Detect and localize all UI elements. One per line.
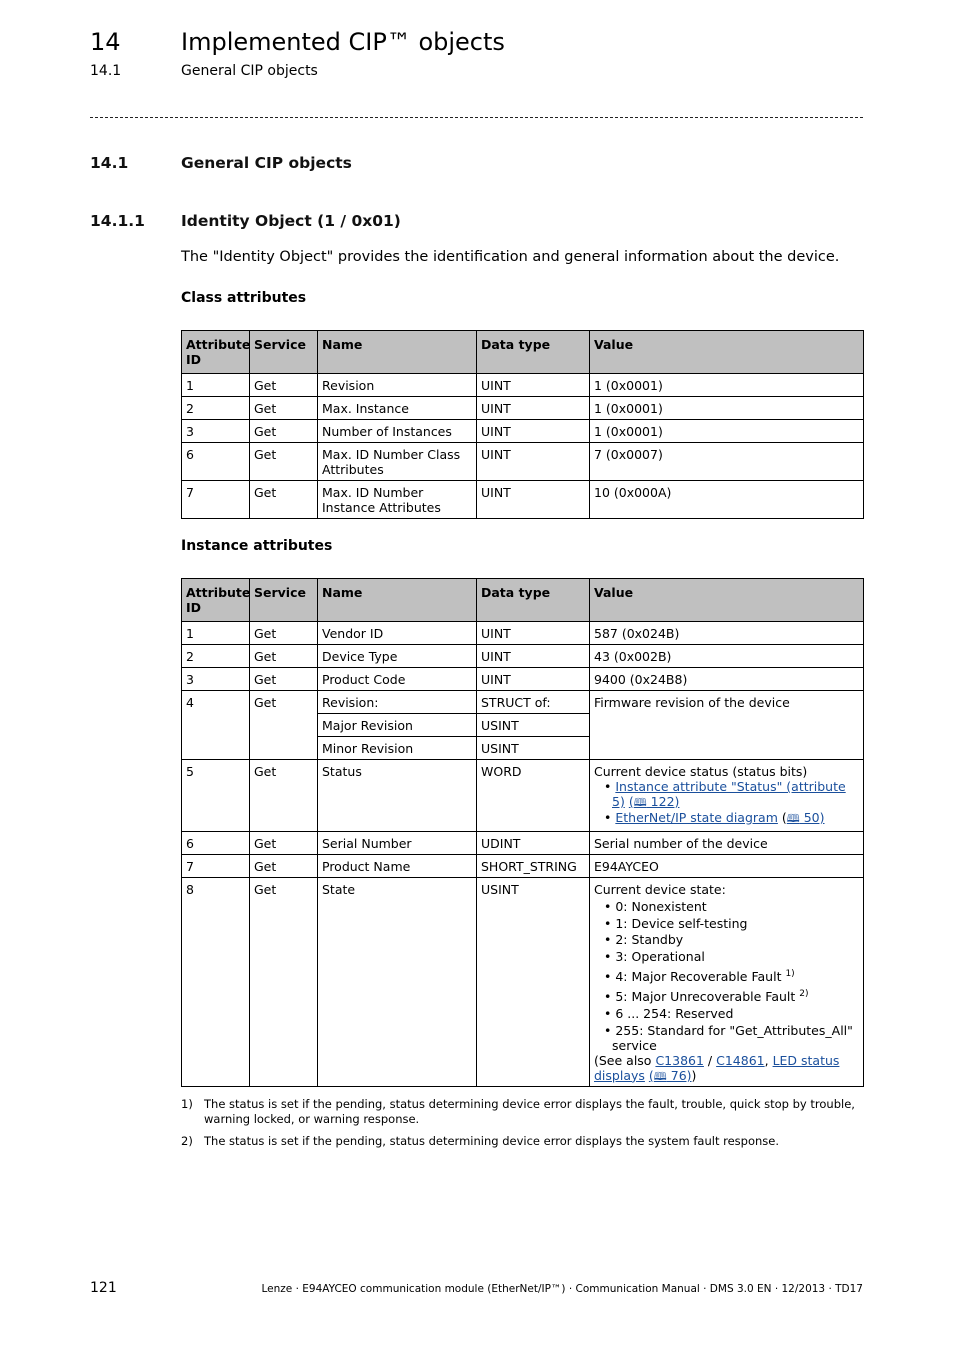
cell-value: 43 (0x002B) xyxy=(590,645,864,668)
header-divider xyxy=(90,117,863,118)
cell-id: 8 xyxy=(182,878,250,1087)
cell-id: 2 xyxy=(182,397,250,420)
cell-name: Max. ID Number Instance Attributes xyxy=(318,481,477,519)
book-icon: 🕮 xyxy=(633,796,647,809)
cell-service: Get xyxy=(250,760,318,832)
cell-id: 7 xyxy=(182,855,250,878)
footnote-number: 2) xyxy=(181,1134,193,1148)
cell-name: Serial Number xyxy=(318,832,477,855)
status-value-text: Current device status (status bits) xyxy=(594,764,808,779)
table-row xyxy=(182,481,864,519)
page-ref[interactable]: 76) xyxy=(666,1067,692,1083)
footnote xyxy=(181,1097,863,1127)
cell-name: Max. Instance xyxy=(318,397,477,420)
column-header: Attribute ID xyxy=(182,579,250,622)
column-header: Value xyxy=(590,331,864,374)
cell-type: UINT xyxy=(477,645,590,668)
table-row xyxy=(182,832,864,855)
cell-name: Revision: xyxy=(318,691,477,714)
cell-value: 9400 (0x24B8) xyxy=(590,668,864,691)
book-icon: 🕮 xyxy=(786,812,800,825)
list-item: • 4: Major Recoverable Fault $^{1)}$ xyxy=(604,968,795,985)
cell-service: Get xyxy=(250,374,318,397)
class-attributes-label: Class attributes xyxy=(181,290,307,306)
page-number: 121 xyxy=(90,1280,117,1296)
chapter-title: Implemented CIP™ objects xyxy=(181,28,505,56)
table-row xyxy=(182,668,864,691)
list-item: • 255: Standard for "Get_Attributes_All" service xyxy=(604,1022,853,1053)
subsection-number: 14.1.1 xyxy=(90,212,145,230)
cell-id: 3 xyxy=(182,668,250,691)
table-row xyxy=(182,760,864,832)
section-title: General CIP objects xyxy=(181,154,352,172)
cell-service: Get xyxy=(250,855,318,878)
footnote xyxy=(181,1134,863,1149)
footnote-text: The status is set if the pending, status determining device error displays the system fault response. xyxy=(204,1134,779,1148)
cell-name: Status xyxy=(318,760,477,832)
list-item: • 3: Operational xyxy=(604,949,705,965)
link-c13861[interactable]: C13861 xyxy=(655,1052,704,1068)
table-row xyxy=(182,374,864,397)
list-item: • 6 ... 254: Reserved xyxy=(604,1005,734,1021)
cell-type: STRUCT of: xyxy=(477,691,590,714)
cell-name: Product Name xyxy=(318,855,477,878)
table-row xyxy=(182,691,864,714)
cell-value: 10 (0x000A) xyxy=(590,481,864,519)
cell-service: Get xyxy=(250,443,318,481)
book-icon: 🕮 xyxy=(653,1069,667,1083)
table-row xyxy=(182,622,864,645)
column-header: Name xyxy=(318,331,477,374)
footnote-ref: 1) xyxy=(785,968,795,979)
cell-type: UINT xyxy=(477,622,590,645)
footer-document-info: Lenze · E94AYCEO communication module (EtherNet/IP™) · Communication Manual · DMS 3.0 EN · 12/2013 · TD17 xyxy=(261,1283,863,1295)
cell-name: Max. ID Number Class Attributes xyxy=(318,443,477,481)
see-also: (See also C13861 / C14861, LED status displays (🕮 76)) xyxy=(594,1052,840,1083)
column-header: Value xyxy=(590,579,864,622)
page-ref[interactable]: 122) xyxy=(646,794,680,809)
list-item: • 0: Nonexistent xyxy=(604,898,707,914)
cell-value: Serial number of the device xyxy=(590,832,864,855)
cell-name: State xyxy=(318,878,477,1087)
column-header: Service xyxy=(250,579,318,622)
link-state-diagram[interactable]: EtherNet/IP state diagram xyxy=(615,810,778,825)
cell-type: UINT xyxy=(477,443,590,481)
table-row xyxy=(182,855,864,878)
cell-value: 1 (0x0001) xyxy=(590,374,864,397)
cell-id: 5 xyxy=(182,760,250,832)
footnote-number: 1) xyxy=(181,1097,193,1111)
cell-value: 7 (0x0007) xyxy=(590,443,864,481)
page-ref[interactable]: 50) xyxy=(799,810,825,825)
header-section-number: 14.1 xyxy=(90,63,122,79)
cell-service: Get xyxy=(250,645,318,668)
link-led-status[interactable]: LED status displays xyxy=(594,1052,840,1083)
cell-service: Get xyxy=(250,878,318,1087)
link-c14861[interactable]: C14861 xyxy=(716,1052,765,1068)
cell-service: Get xyxy=(250,691,318,760)
cell-name: Revision xyxy=(318,374,477,397)
cell-id: 7 xyxy=(182,481,250,519)
cell-service: Get xyxy=(250,420,318,443)
list-item: • 1: Device self-testing xyxy=(604,915,748,931)
cell-type: UINT xyxy=(477,397,590,420)
cell-service: Get xyxy=(250,622,318,645)
cell-name: Product Code xyxy=(318,668,477,691)
cell-value xyxy=(590,878,864,1087)
column-header: Service xyxy=(250,331,318,374)
cell-value: Firmware revision of the device xyxy=(590,691,864,760)
table-row xyxy=(182,645,864,668)
cell-sub-type: USINT xyxy=(477,714,590,737)
table-header-row xyxy=(182,579,864,622)
cell-sub-name: Major Revision xyxy=(318,714,477,737)
cell-id: 4 xyxy=(182,691,250,760)
cell-service: Get xyxy=(250,832,318,855)
link-status-attribute[interactable]: Instance attribute "Status" (attribute 5) xyxy=(612,779,846,809)
instance-attributes-table xyxy=(181,578,864,1087)
cell-name: Device Type xyxy=(318,645,477,668)
cell-value: 587 (0x024B) xyxy=(590,622,864,645)
cell-service: Get xyxy=(250,397,318,420)
cell-value xyxy=(590,760,864,832)
subsection-title: Identity Object (1 / 0x01) xyxy=(181,212,401,230)
column-header: Data type xyxy=(477,579,590,622)
table-row xyxy=(182,397,864,420)
table-row xyxy=(182,420,864,443)
cell-type: UINT xyxy=(477,374,590,397)
column-header: Attribute ID xyxy=(182,331,250,374)
cell-id: 1 xyxy=(182,374,250,397)
header-section-title: General CIP objects xyxy=(181,63,318,79)
list-item: • EtherNet/IP state diagram (🕮 50) xyxy=(604,810,825,825)
cell-name: Vendor ID xyxy=(318,622,477,645)
cell-type: SHORT_STRING xyxy=(477,855,590,878)
cell-id: 2 xyxy=(182,645,250,668)
class-attributes-table xyxy=(181,330,864,519)
table-row xyxy=(182,443,864,481)
cell-type: UINT xyxy=(477,668,590,691)
state-value-text: Current device state: xyxy=(594,882,726,897)
cell-id: 6 xyxy=(182,443,250,481)
chapter-number: 14 xyxy=(90,28,121,56)
cell-service: Get xyxy=(250,481,318,519)
section-number: 14.1 xyxy=(90,154,129,172)
cell-type: UINT xyxy=(477,420,590,443)
cell-service: Get xyxy=(250,668,318,691)
list-item: • 2: Standby xyxy=(604,932,684,948)
column-header: Data type xyxy=(477,331,590,374)
cell-type: UINT xyxy=(477,481,590,519)
cell-id: 6 xyxy=(182,832,250,855)
cell-id: 3 xyxy=(182,420,250,443)
table-header-row xyxy=(182,331,864,374)
intro-paragraph: The "Identity Object" provides the identification and general information about the device. xyxy=(181,249,840,265)
instance-attributes-label: Instance attributes xyxy=(181,538,333,554)
cell-value: E94AYCEO xyxy=(590,855,864,878)
cell-id: 1 xyxy=(182,622,250,645)
footnote-ref: 2) xyxy=(799,988,809,999)
list-item: • Instance attribute "Status" (attribute 5) (🕮 122) xyxy=(604,779,846,809)
list-item: • 5: Major Unrecoverable Fault $^{2)}$ xyxy=(604,988,809,1005)
cell-type: USINT xyxy=(477,878,590,1087)
cell-name: Number of Instances xyxy=(318,420,477,443)
cell-sub-name: Minor Revision xyxy=(318,737,477,760)
footnote-text: The status is set if the pending, status determining device error displays the fault, trouble, quick stop by trouble, warning locked, or warning response. xyxy=(204,1097,855,1126)
cell-value: 1 (0x0001) xyxy=(590,420,864,443)
column-header: Name xyxy=(318,579,477,622)
cell-sub-type: USINT xyxy=(477,737,590,760)
table-row xyxy=(182,878,864,1087)
cell-type: WORD xyxy=(477,760,590,832)
cell-type: UDINT xyxy=(477,832,590,855)
cell-value: 1 (0x0001) xyxy=(590,397,864,420)
